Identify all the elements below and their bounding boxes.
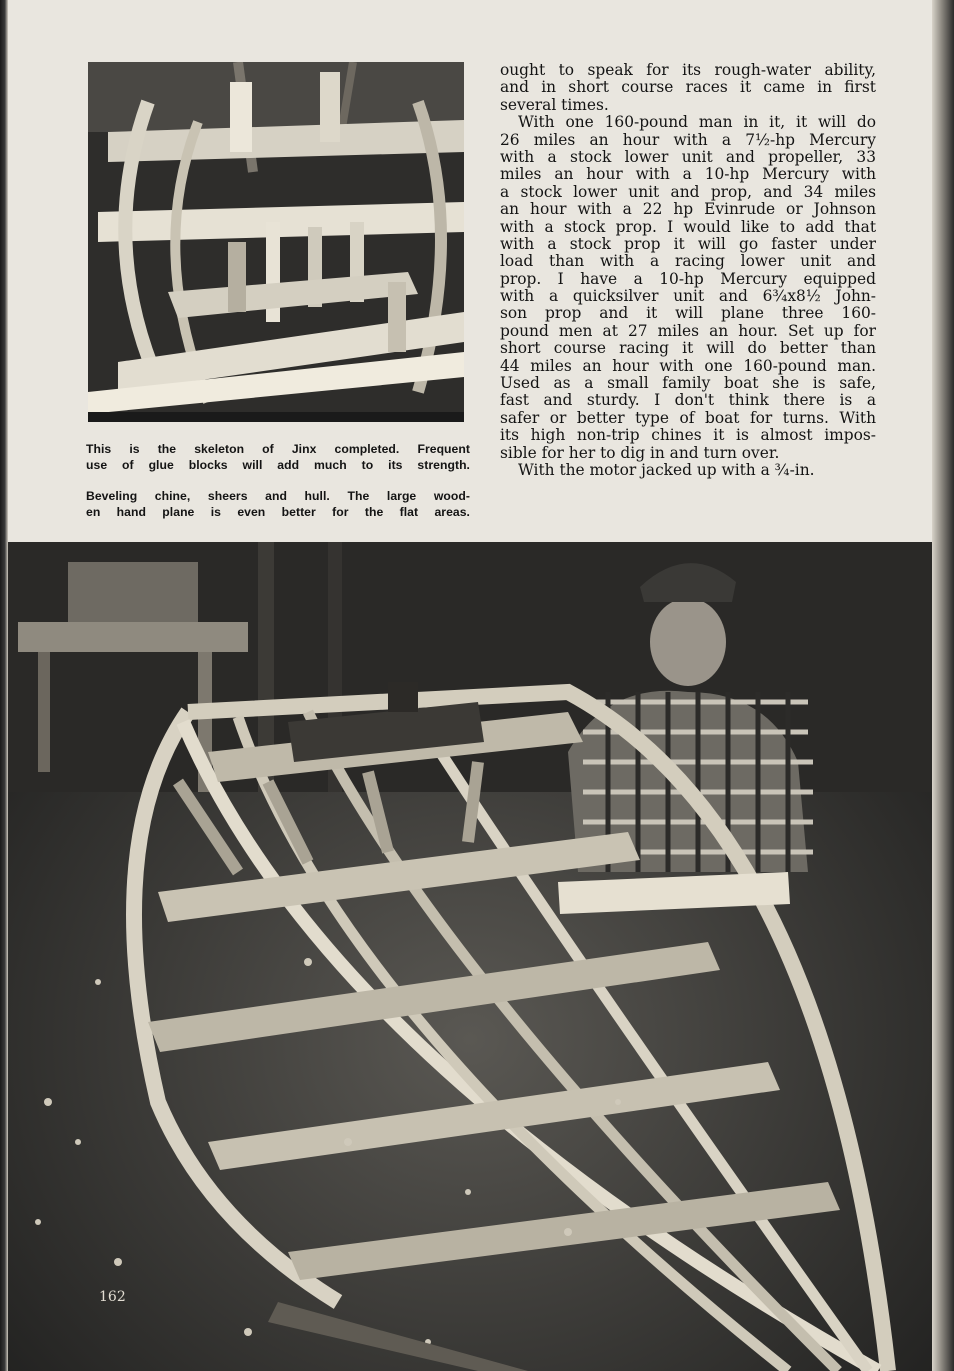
beveling-photo: [8, 542, 932, 1371]
beveling-caption: [86, 488, 470, 520]
body-line: its high non-trip chines it is almost impos-: [500, 426, 876, 445]
body-line: load than with a racing lower unit and: [500, 252, 876, 271]
skeleton-photo: [88, 62, 464, 422]
body-line: With the motor jacked up with a ¾-in.: [518, 460, 815, 479]
page-binding-edge: [0, 0, 8, 1371]
body-line: Used as a small family boat she is safe,: [500, 374, 876, 393]
body-line: several times.: [500, 95, 609, 114]
body-line: fast and sturdy. I don't think there is a: [500, 391, 876, 410]
skeleton-caption: [86, 441, 470, 473]
body-line: with a quicksilver unit and 6¾x8½ John-: [500, 287, 876, 306]
body-line: prop. I have a 10-hp Mercury equipped: [500, 269, 876, 288]
caption-line: Beveling chine, sheers and hull. The large wood-: [86, 489, 470, 503]
body-line: sible for her to dig in and turn over.: [500, 443, 780, 462]
body-line: 26 miles an hour with a 7½-hp Mercury: [500, 130, 876, 149]
body-line: with a stock prop. I would like to add that: [500, 217, 876, 236]
caption-line: use of glue blocks will add much to its strength.: [86, 458, 470, 472]
body-line: son prop and it will plane three 160-: [500, 304, 876, 323]
caption-line: en hand plane is even better for the flat areas.: [86, 505, 470, 519]
body-line: With one 160-pound man in it, it will do: [518, 113, 876, 132]
body-line: and in short course races it came in first: [500, 78, 876, 97]
article-body-text: [500, 62, 876, 479]
page-number: 162: [99, 1289, 126, 1305]
body-line: pound men at 27 miles an hour. Set up for: [500, 321, 876, 340]
body-line: short course racing it will do better than: [500, 339, 876, 358]
body-line: with a stock lower unit and propeller, 33: [500, 147, 876, 166]
body-line: safer or better type of boat for turns. With: [500, 408, 876, 427]
body-line: ought to speak for its rough-water ability,: [500, 61, 876, 79]
body-line: miles an hour with a 10-hp Mercury with: [500, 165, 876, 184]
body-line: with a stock prop it will go faster under: [500, 234, 876, 253]
page-outer-edge: [932, 0, 954, 1371]
caption-line: This is the skeleton of Jinx completed. Frequent: [86, 442, 470, 456]
body-line: 44 miles an hour with one 160-pound man.: [500, 356, 876, 375]
body-line: a stock lower unit and prop, and 34 miles: [500, 182, 876, 201]
body-line: an hour with a 22 hp Evinrude or Johnson: [500, 200, 876, 219]
